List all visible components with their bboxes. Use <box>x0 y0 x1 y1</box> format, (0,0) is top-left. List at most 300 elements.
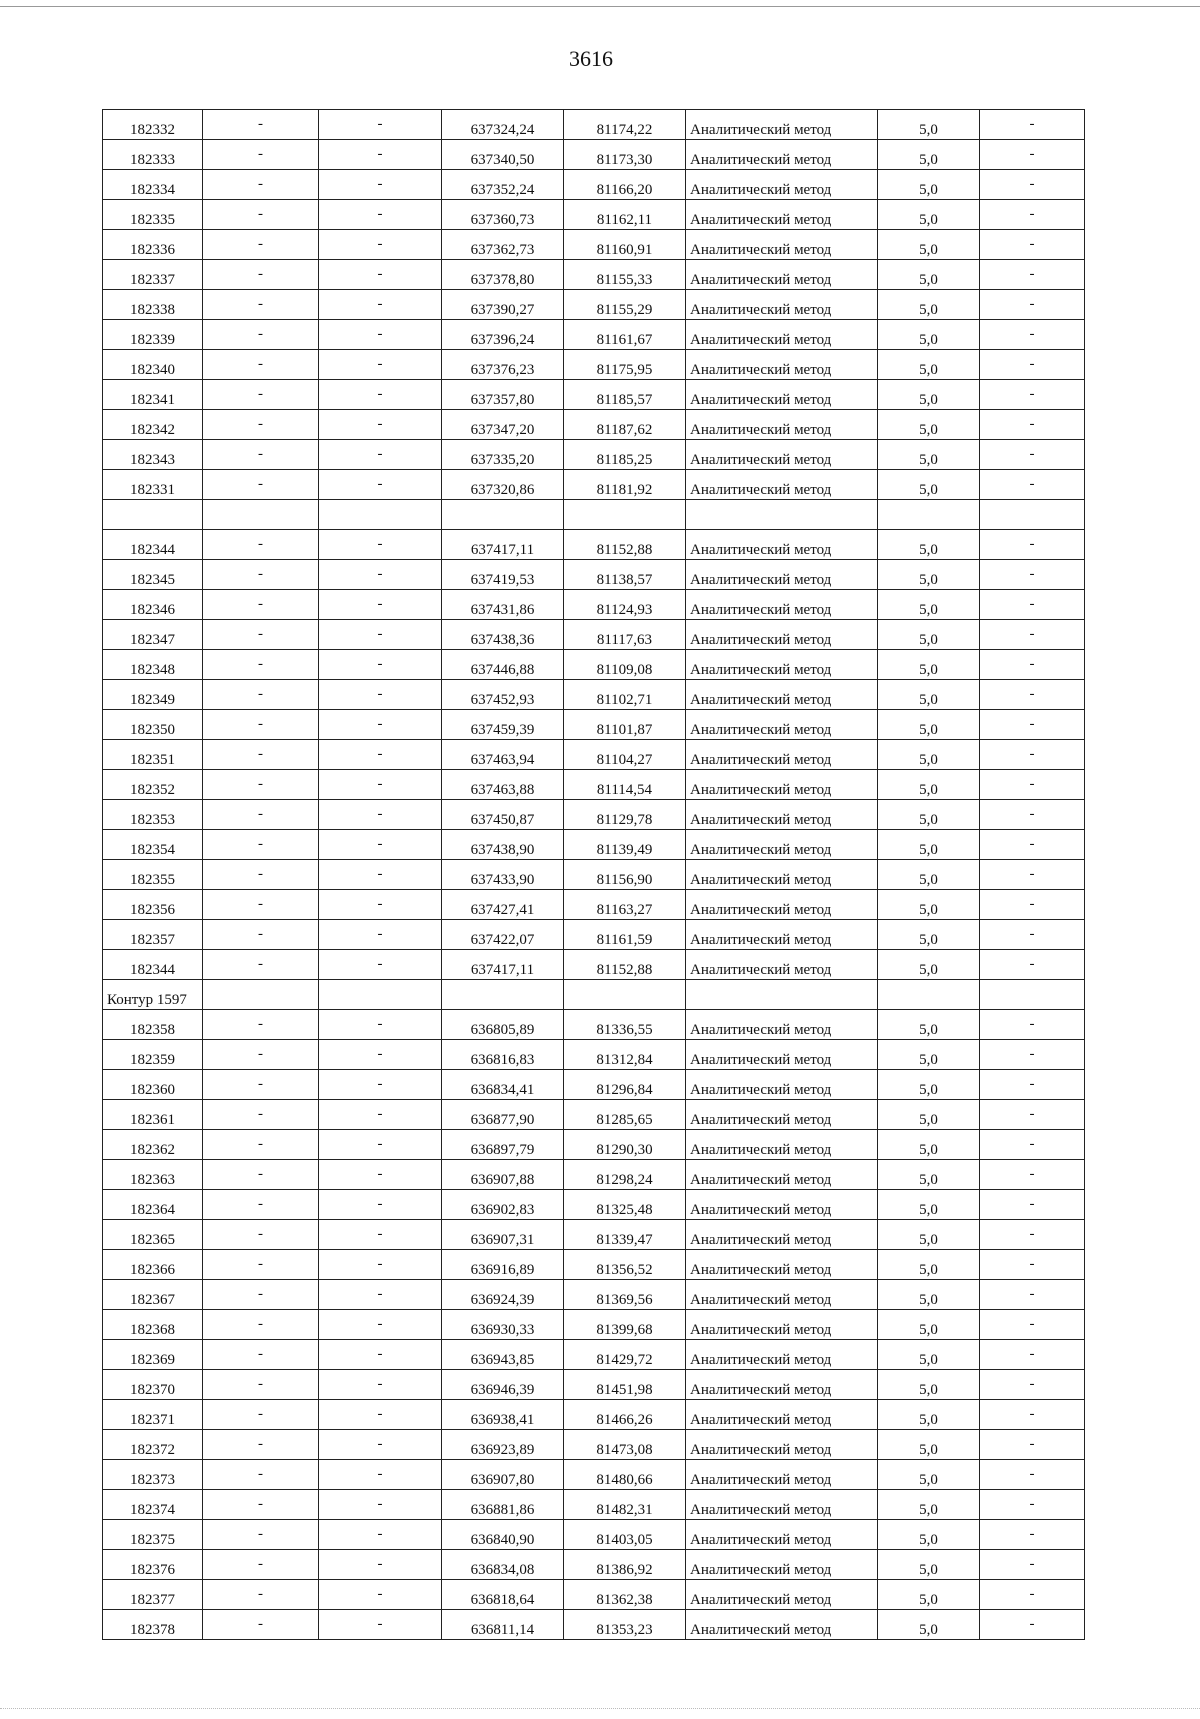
empty-dash-cell: - <box>980 1310 1085 1340</box>
empty-dash-cell: - <box>980 1250 1085 1280</box>
point-id-cell: 182351 <box>103 740 203 770</box>
empty-dash-cell: - <box>203 1190 319 1220</box>
accuracy-cell: 5,0 <box>878 1580 980 1610</box>
empty-dash-cell: - <box>203 1400 319 1430</box>
coordinates-table-body <box>103 110 1085 1640</box>
table-row <box>103 1130 1085 1160</box>
empty-dash-cell: - <box>319 290 442 320</box>
accuracy-cell: 5,0 <box>878 200 980 230</box>
method-cell: Аналитический метод <box>686 230 878 260</box>
y-coordinate-cell: 81175,95 <box>564 350 686 380</box>
accuracy-cell: 5,0 <box>878 590 980 620</box>
table-row <box>103 830 1085 860</box>
accuracy-cell: 5,0 <box>878 1130 980 1160</box>
point-id-cell: 182374 <box>103 1490 203 1520</box>
empty-dash-cell: - <box>980 230 1085 260</box>
x-coordinate-cell: 637352,24 <box>442 170 564 200</box>
empty-dash-cell: - <box>203 1250 319 1280</box>
method-cell: Аналитический метод <box>686 110 878 140</box>
empty-dash-cell: - <box>319 110 442 140</box>
empty-dash-cell: - <box>203 680 319 710</box>
accuracy-cell: 5,0 <box>878 1010 980 1040</box>
empty-dash-cell: - <box>319 950 442 980</box>
point-id-cell: 182338 <box>103 290 203 320</box>
x-coordinate-cell: 637347,20 <box>442 410 564 440</box>
accuracy-cell: 5,0 <box>878 650 980 680</box>
empty-dash-cell: - <box>980 860 1085 890</box>
table-row <box>103 950 1085 980</box>
x-coordinate-cell: 636834,08 <box>442 1550 564 1580</box>
y-coordinate-cell: 81296,84 <box>564 1070 686 1100</box>
accuracy-cell: 5,0 <box>878 380 980 410</box>
point-id-cell: 182378 <box>103 1610 203 1640</box>
point-id-cell: 182341 <box>103 380 203 410</box>
empty-dash-cell: - <box>980 1100 1085 1130</box>
table-row <box>103 410 1085 440</box>
method-cell: Аналитический метод <box>686 950 878 980</box>
accuracy-cell: 5,0 <box>878 800 980 830</box>
y-coordinate-cell: 81181,92 <box>564 470 686 500</box>
table-row <box>103 620 1085 650</box>
table-row <box>103 1100 1085 1130</box>
empty-dash-cell: - <box>980 1130 1085 1160</box>
x-coordinate-cell: 636811,14 <box>442 1610 564 1640</box>
method-cell: Аналитический метод <box>686 1130 878 1160</box>
empty-dash-cell: - <box>203 710 319 740</box>
empty-dash-cell: - <box>980 740 1085 770</box>
method-cell: Аналитический метод <box>686 1400 878 1430</box>
empty-dash-cell: - <box>203 920 319 950</box>
x-coordinate-cell: 637438,36 <box>442 620 564 650</box>
table-row <box>103 260 1085 290</box>
empty-dash-cell: - <box>203 590 319 620</box>
accuracy-cell: 5,0 <box>878 1220 980 1250</box>
table-row <box>103 1040 1085 1070</box>
empty-dash-cell: - <box>980 560 1085 590</box>
empty-dash-cell: - <box>319 1400 442 1430</box>
empty-dash-cell: - <box>980 830 1085 860</box>
empty-dash-cell: - <box>203 950 319 980</box>
x-coordinate-cell: 636938,41 <box>442 1400 564 1430</box>
empty-dash-cell: - <box>319 1010 442 1040</box>
empty-dash-cell: - <box>319 410 442 440</box>
accuracy-cell: 5,0 <box>878 620 980 650</box>
empty-dash-cell: - <box>319 1190 442 1220</box>
y-coordinate-cell: 81353,23 <box>564 1610 686 1640</box>
empty-dash-cell: - <box>319 590 442 620</box>
empty-dash-cell: - <box>203 1010 319 1040</box>
empty-dash-cell: - <box>203 440 319 470</box>
empty-dash-cell: - <box>203 140 319 170</box>
empty-dash-cell: - <box>980 950 1085 980</box>
table-row <box>103 800 1085 830</box>
empty-dash-cell: - <box>319 1430 442 1460</box>
method-cell: Аналитический метод <box>686 1310 878 1340</box>
x-coordinate-cell: 637362,73 <box>442 230 564 260</box>
y-coordinate-cell: 81162,11 <box>564 200 686 230</box>
table-row <box>103 200 1085 230</box>
method-cell: Аналитический метод <box>686 1160 878 1190</box>
empty-dash-cell: - <box>980 410 1085 440</box>
empty-dash-cell: - <box>319 1580 442 1610</box>
empty-cell <box>686 980 878 1010</box>
y-coordinate-cell: 81369,56 <box>564 1280 686 1310</box>
empty-dash-cell: - <box>203 380 319 410</box>
y-coordinate-cell: 81155,29 <box>564 290 686 320</box>
table-row <box>103 1250 1085 1280</box>
empty-dash-cell: - <box>319 680 442 710</box>
table-row <box>103 440 1085 470</box>
accuracy-cell: 5,0 <box>878 1340 980 1370</box>
method-cell: Аналитический метод <box>686 560 878 590</box>
empty-dash-cell: - <box>980 380 1085 410</box>
empty-dash-cell: - <box>980 1430 1085 1460</box>
y-coordinate-cell: 81399,68 <box>564 1310 686 1340</box>
empty-dash-cell: - <box>980 1610 1085 1640</box>
y-coordinate-cell: 81298,24 <box>564 1160 686 1190</box>
empty-dash-cell: - <box>980 590 1085 620</box>
empty-dash-cell: - <box>980 140 1085 170</box>
x-coordinate-cell: 637324,24 <box>442 110 564 140</box>
empty-dash-cell: - <box>980 1220 1085 1250</box>
x-coordinate-cell: 637357,80 <box>442 380 564 410</box>
empty-dash-cell: - <box>319 200 442 230</box>
method-cell: Аналитический метод <box>686 200 878 230</box>
y-coordinate-cell: 81160,91 <box>564 230 686 260</box>
empty-dash-cell: - <box>203 200 319 230</box>
empty-dash-cell: - <box>980 1160 1085 1190</box>
point-id-cell: 182350 <box>103 710 203 740</box>
table-row <box>103 680 1085 710</box>
empty-dash-cell: - <box>980 890 1085 920</box>
method-cell: Аналитический метод <box>686 590 878 620</box>
x-coordinate-cell: 636840,90 <box>442 1520 564 1550</box>
point-id-cell: 182362 <box>103 1130 203 1160</box>
table-row <box>103 1520 1085 1550</box>
point-id-cell: 182368 <box>103 1310 203 1340</box>
table-row <box>103 140 1085 170</box>
method-cell: Аналитический метод <box>686 1490 878 1520</box>
x-coordinate-cell: 636924,39 <box>442 1280 564 1310</box>
empty-dash-cell: - <box>203 830 319 860</box>
table-row <box>103 1370 1085 1400</box>
point-id-cell: 182363 <box>103 1160 203 1190</box>
y-coordinate-cell: 81117,63 <box>564 620 686 650</box>
table-row <box>103 1310 1085 1340</box>
y-coordinate-cell: 81482,31 <box>564 1490 686 1520</box>
x-coordinate-cell: 637463,88 <box>442 770 564 800</box>
method-cell: Аналитический метод <box>686 470 878 500</box>
empty-dash-cell: - <box>319 740 442 770</box>
point-id-cell: 182340 <box>103 350 203 380</box>
empty-dash-cell: - <box>319 440 442 470</box>
method-cell: Аналитический метод <box>686 680 878 710</box>
empty-dash-cell: - <box>980 650 1085 680</box>
method-cell: Аналитический метод <box>686 1520 878 1550</box>
table-row <box>103 920 1085 950</box>
empty-dash-cell: - <box>980 1190 1085 1220</box>
point-id-cell: 182376 <box>103 1550 203 1580</box>
contour-header-row <box>103 980 1085 1010</box>
y-coordinate-cell: 81163,27 <box>564 890 686 920</box>
table-row <box>103 1070 1085 1100</box>
method-cell: Аналитический метод <box>686 1280 878 1310</box>
point-id-cell: 182360 <box>103 1070 203 1100</box>
method-cell: Аналитический метод <box>686 440 878 470</box>
accuracy-cell: 5,0 <box>878 950 980 980</box>
x-coordinate-cell: 636907,80 <box>442 1460 564 1490</box>
empty-dash-cell: - <box>319 1280 442 1310</box>
y-coordinate-cell: 81386,92 <box>564 1550 686 1580</box>
table-row <box>103 1160 1085 1190</box>
empty-dash-cell: - <box>203 170 319 200</box>
x-coordinate-cell: 637376,23 <box>442 350 564 380</box>
point-id-cell: 182361 <box>103 1100 203 1130</box>
empty-dash-cell: - <box>203 1370 319 1400</box>
point-id-cell: 182377 <box>103 1580 203 1610</box>
contour-label: Контур 1597 <box>103 980 203 1010</box>
empty-dash-cell: - <box>319 140 442 170</box>
method-cell: Аналитический метод <box>686 320 878 350</box>
empty-dash-cell: - <box>319 1340 442 1370</box>
empty-cell <box>878 980 980 1010</box>
table-row <box>103 1220 1085 1250</box>
accuracy-cell: 5,0 <box>878 320 980 350</box>
table-row <box>103 590 1085 620</box>
accuracy-cell: 5,0 <box>878 1070 980 1100</box>
point-id-cell: 182355 <box>103 860 203 890</box>
table-row <box>103 230 1085 260</box>
x-coordinate-cell: 637459,39 <box>442 710 564 740</box>
accuracy-cell: 5,0 <box>878 260 980 290</box>
x-coordinate-cell: 636897,79 <box>442 1130 564 1160</box>
method-cell: Аналитический метод <box>686 1040 878 1070</box>
x-coordinate-cell: 637427,41 <box>442 890 564 920</box>
coordinates-table <box>102 109 1085 1640</box>
empty-dash-cell: - <box>980 1550 1085 1580</box>
x-coordinate-cell: 636943,85 <box>442 1340 564 1370</box>
method-cell: Аналитический метод <box>686 1580 878 1610</box>
empty-dash-cell: - <box>203 470 319 500</box>
empty-dash-cell: - <box>980 1010 1085 1040</box>
empty-dash-cell: - <box>203 1100 319 1130</box>
accuracy-cell: 5,0 <box>878 1250 980 1280</box>
empty-dash-cell: - <box>980 470 1085 500</box>
accuracy-cell: 5,0 <box>878 1520 980 1550</box>
point-id-cell: 182332 <box>103 110 203 140</box>
method-cell: Аналитический метод <box>686 1220 878 1250</box>
y-coordinate-cell: 81101,87 <box>564 710 686 740</box>
x-coordinate-cell: 637422,07 <box>442 920 564 950</box>
x-coordinate-cell: 637320,86 <box>442 470 564 500</box>
y-coordinate-cell: 81403,05 <box>564 1520 686 1550</box>
empty-dash-cell: - <box>980 620 1085 650</box>
empty-dash-cell: - <box>203 1220 319 1250</box>
method-cell: Аналитический метод <box>686 890 878 920</box>
x-coordinate-cell: 636881,86 <box>442 1490 564 1520</box>
empty-cell <box>564 980 686 1010</box>
table-row <box>103 1010 1085 1040</box>
empty-cell <box>878 500 980 530</box>
method-cell: Аналитический метод <box>686 410 878 440</box>
empty-dash-cell: - <box>980 170 1085 200</box>
point-id-cell: 182367 <box>103 1280 203 1310</box>
point-id-cell: 182359 <box>103 1040 203 1070</box>
accuracy-cell: 5,0 <box>878 1310 980 1340</box>
empty-dash-cell: - <box>319 470 442 500</box>
table-row <box>103 740 1085 770</box>
y-coordinate-cell: 81152,88 <box>564 950 686 980</box>
x-coordinate-cell: 636902,83 <box>442 1190 564 1220</box>
table-row <box>103 710 1085 740</box>
empty-dash-cell: - <box>980 320 1085 350</box>
table-row <box>103 560 1085 590</box>
empty-dash-cell: - <box>980 1580 1085 1610</box>
empty-dash-cell: - <box>203 1310 319 1340</box>
accuracy-cell: 5,0 <box>878 890 980 920</box>
empty-dash-cell: - <box>203 1460 319 1490</box>
table-row <box>103 1280 1085 1310</box>
accuracy-cell: 5,0 <box>878 1610 980 1640</box>
method-cell: Аналитический метод <box>686 650 878 680</box>
x-coordinate-cell: 637450,87 <box>442 800 564 830</box>
empty-dash-cell: - <box>319 230 442 260</box>
point-id-cell: 182349 <box>103 680 203 710</box>
empty-dash-cell: - <box>319 620 442 650</box>
table-row <box>103 320 1085 350</box>
point-id-cell: 182358 <box>103 1010 203 1040</box>
table-row <box>103 1430 1085 1460</box>
method-cell: Аналитический метод <box>686 290 878 320</box>
method-cell: Аналитический метод <box>686 380 878 410</box>
empty-cell <box>980 980 1085 1010</box>
y-coordinate-cell: 81466,26 <box>564 1400 686 1430</box>
top-scan-edge <box>0 6 1200 7</box>
empty-dash-cell: - <box>319 530 442 560</box>
table-row <box>103 770 1085 800</box>
empty-dash-cell: - <box>319 710 442 740</box>
empty-dash-cell: - <box>203 1430 319 1460</box>
method-cell: Аналитический метод <box>686 1340 878 1370</box>
empty-dash-cell: - <box>319 1100 442 1130</box>
accuracy-cell: 5,0 <box>878 1400 980 1430</box>
empty-cell <box>203 980 319 1010</box>
point-id-cell: 182354 <box>103 830 203 860</box>
method-cell: Аналитический метод <box>686 1430 878 1460</box>
empty-dash-cell: - <box>319 1370 442 1400</box>
x-coordinate-cell: 637419,53 <box>442 560 564 590</box>
empty-dash-cell: - <box>319 800 442 830</box>
method-cell: Аналитический метод <box>686 530 878 560</box>
method-cell: Аналитический метод <box>686 770 878 800</box>
empty-dash-cell: - <box>319 260 442 290</box>
empty-dash-cell: - <box>203 770 319 800</box>
empty-dash-cell: - <box>319 1550 442 1580</box>
empty-dash-cell: - <box>203 1610 319 1640</box>
empty-dash-cell: - <box>203 860 319 890</box>
point-id-cell: 182344 <box>103 950 203 980</box>
empty-cell <box>564 500 686 530</box>
empty-dash-cell: - <box>319 830 442 860</box>
empty-dash-cell: - <box>319 1310 442 1340</box>
method-cell: Аналитический метод <box>686 710 878 740</box>
x-coordinate-cell: 637438,90 <box>442 830 564 860</box>
empty-dash-cell: - <box>980 110 1085 140</box>
empty-dash-cell: - <box>319 1070 442 1100</box>
table-row <box>103 1190 1085 1220</box>
empty-dash-cell: - <box>980 1280 1085 1310</box>
empty-dash-cell: - <box>203 290 319 320</box>
method-cell: Аналитический метод <box>686 140 878 170</box>
accuracy-cell: 5,0 <box>878 350 980 380</box>
x-coordinate-cell: 636816,83 <box>442 1040 564 1070</box>
empty-dash-cell: - <box>203 230 319 260</box>
point-id-cell: 182357 <box>103 920 203 950</box>
table-row <box>103 470 1085 500</box>
method-cell: Аналитический метод <box>686 1100 878 1130</box>
empty-dash-cell: - <box>319 1040 442 1070</box>
empty-dash-cell: - <box>319 1490 442 1520</box>
table-row <box>103 1550 1085 1580</box>
empty-dash-cell: - <box>319 890 442 920</box>
method-cell: Аналитический метод <box>686 1190 878 1220</box>
x-coordinate-cell: 637390,27 <box>442 290 564 320</box>
empty-dash-cell: - <box>319 1610 442 1640</box>
x-coordinate-cell: 636916,89 <box>442 1250 564 1280</box>
method-cell: Аналитический метод <box>686 800 878 830</box>
empty-dash-cell: - <box>980 350 1085 380</box>
y-coordinate-cell: 81124,93 <box>564 590 686 620</box>
empty-dash-cell: - <box>319 320 442 350</box>
accuracy-cell: 5,0 <box>878 530 980 560</box>
table-row <box>103 350 1085 380</box>
empty-dash-cell: - <box>319 920 442 950</box>
empty-cell <box>442 980 564 1010</box>
empty-dash-cell: - <box>319 1220 442 1250</box>
y-coordinate-cell: 81102,71 <box>564 680 686 710</box>
x-coordinate-cell: 637378,80 <box>442 260 564 290</box>
y-coordinate-cell: 81451,98 <box>564 1370 686 1400</box>
empty-dash-cell: - <box>203 1160 319 1190</box>
method-cell: Аналитический метод <box>686 830 878 860</box>
table-row <box>103 890 1085 920</box>
x-coordinate-cell: 637452,93 <box>442 680 564 710</box>
accuracy-cell: 5,0 <box>878 230 980 260</box>
empty-dash-cell: - <box>203 1130 319 1160</box>
table-row <box>103 1460 1085 1490</box>
empty-dash-cell: - <box>203 1490 319 1520</box>
table-row <box>103 650 1085 680</box>
table-row <box>103 1340 1085 1370</box>
method-cell: Аналитический метод <box>686 860 878 890</box>
empty-dash-cell: - <box>203 1070 319 1100</box>
empty-dash-cell: - <box>980 920 1085 950</box>
empty-dash-cell: - <box>980 530 1085 560</box>
point-id-cell: 182364 <box>103 1190 203 1220</box>
point-id-cell: 182337 <box>103 260 203 290</box>
accuracy-cell: 5,0 <box>878 740 980 770</box>
accuracy-cell: 5,0 <box>878 1160 980 1190</box>
accuracy-cell: 5,0 <box>878 830 980 860</box>
empty-dash-cell: - <box>203 1280 319 1310</box>
y-coordinate-cell: 81185,25 <box>564 440 686 470</box>
accuracy-cell: 5,0 <box>878 1460 980 1490</box>
accuracy-cell: 5,0 <box>878 470 980 500</box>
point-id-cell: 182366 <box>103 1250 203 1280</box>
method-cell: Аналитический метод <box>686 350 878 380</box>
accuracy-cell: 5,0 <box>878 680 980 710</box>
method-cell: Аналитический метод <box>686 1460 878 1490</box>
